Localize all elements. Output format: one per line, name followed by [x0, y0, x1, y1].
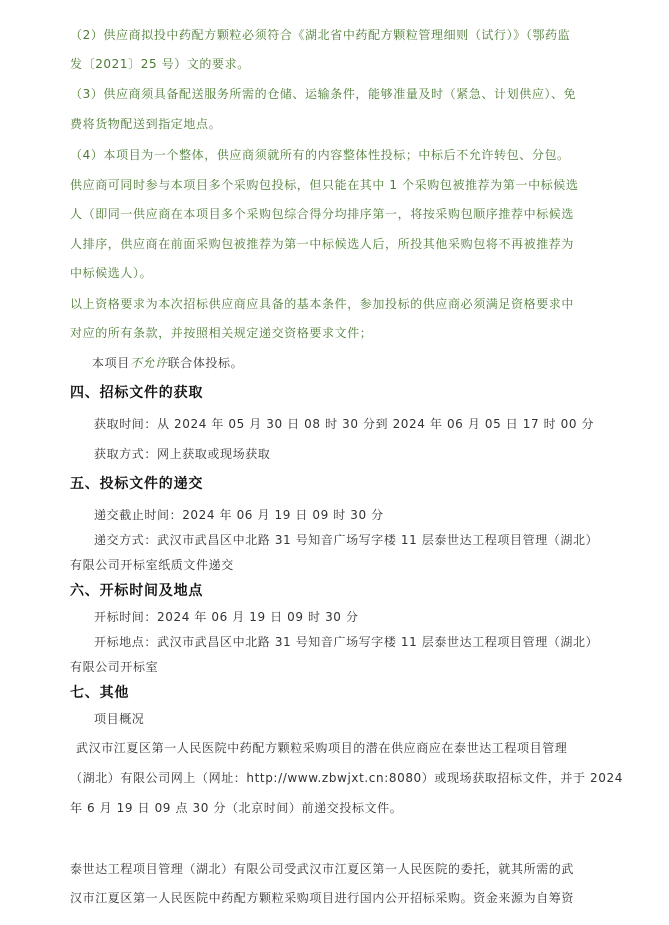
closing-line-2: 汉市江夏区第一人民医院中药配方颗粒采购项目进行国内公开招标采购。资金来源为自筹资: [70, 891, 575, 905]
qualification-summary-line-1: 以上资格要求为本次招标供应商应具备的基本条件，参加投标的供应商必须满足资格要求中: [70, 297, 575, 311]
overview-line-3: 年 6 月 19 日 09 点 30 分（北京时间）前递交投标文件。: [70, 801, 403, 815]
opening-place-line-1: 开标地点：武汉市武昌区中北路 31 号知音广场写字楼 11 层泰世达工程项目管理（湖北）: [94, 635, 599, 649]
item-4-line-5: 中标候选人）。: [70, 266, 153, 280]
consortium-emphasis: 不允许: [129, 356, 168, 370]
section-4-heading: 四、招标文件的获取: [70, 385, 204, 401]
consortium-statement: [92, 355, 243, 371]
item-4-line-4: 人排序，供应商在前面采购包被推荐为第一中标候选人后，所投其他采购包将不再被推荐为: [70, 237, 575, 251]
opening-time: 开标时间：2024 年 06 月 19 日 09 时 30 分: [94, 610, 359, 624]
consortium-text-after: 联合体投标。: [167, 356, 244, 370]
item-4-line-1: （4）本项目为一个整体，供应商须就所有的内容整体性投标；中标后不允许转包、分包。: [70, 148, 570, 162]
acquisition-method: 获取方式：网上获取或现场获取: [94, 447, 271, 461]
submission-method-line-1: 递交方式：武汉市武昌区中北路 31 号知音广场写字楼 11 层泰世达工程项目管理（湖北）: [94, 533, 599, 547]
acquisition-time: 获取时间：从 2024 年 05 月 30 日 08 时 30 分到 2024 年 06 月 05 日 17 时 00 分: [94, 417, 595, 431]
qualification-summary-line-2: 对应的所有条款，并按照相关规定递交资格要求文件；: [70, 326, 373, 340]
overview-line-1: 武汉市江夏区第一人民医院中药配方颗粒采购项目的潜在供应商应在泰世达工程项目管理: [76, 741, 568, 755]
item-2-line-1: （2）供应商拟投中药配方颗粒必须符合《湖北省中药配方颗粒管理细则（试行）》（鄂药监: [70, 28, 571, 42]
item-3-line-2: 费将货物配送到指定地点。: [70, 117, 222, 131]
opening-place-line-2: 有限公司开标室: [70, 660, 159, 674]
closing-line-1: 泰世达工程项目管理（湖北）有限公司受武汉市江夏区第一人民医院的委托，就其所需的武: [70, 862, 575, 876]
item-4-line-3: 人（即同一供应商在本项目多个采购包综合得分均排序第一，将按采购包顺序推荐中标候选: [70, 207, 575, 221]
submission-method-line-2: 有限公司开标室纸质文件递交: [70, 558, 234, 572]
overview-line-2: （湖北）有限公司网上（网址：http://www.zbwjxt.cn:8080）或现场获取招标文件，并于 2024: [70, 771, 623, 785]
consortium-text-before: 本项目: [92, 356, 130, 370]
section-6-heading: 六、开标时间及地点: [70, 583, 204, 599]
section-5-heading: 五、投标文件的递交: [70, 476, 204, 492]
item-3-line-1: （3）供应商须具备配送服务所需的仓储、运输条件，能够准量及时（紧急、计划供应）、免: [70, 87, 577, 101]
section-7-heading: 七、其他: [70, 685, 130, 701]
submission-deadline: 递交截止时间：2024 年 06 月 19 日 09 时 30 分: [94, 508, 384, 522]
item-2-line-2: 发〔2021〕25 号）文的要求。: [70, 57, 250, 71]
item-4-line-2: 供应商可同时参与本项目多个采购包投标，但只能在其中 1 个采购包被推荐为第一中标候选: [70, 178, 579, 192]
project-overview-label: 项目概况: [94, 712, 145, 726]
